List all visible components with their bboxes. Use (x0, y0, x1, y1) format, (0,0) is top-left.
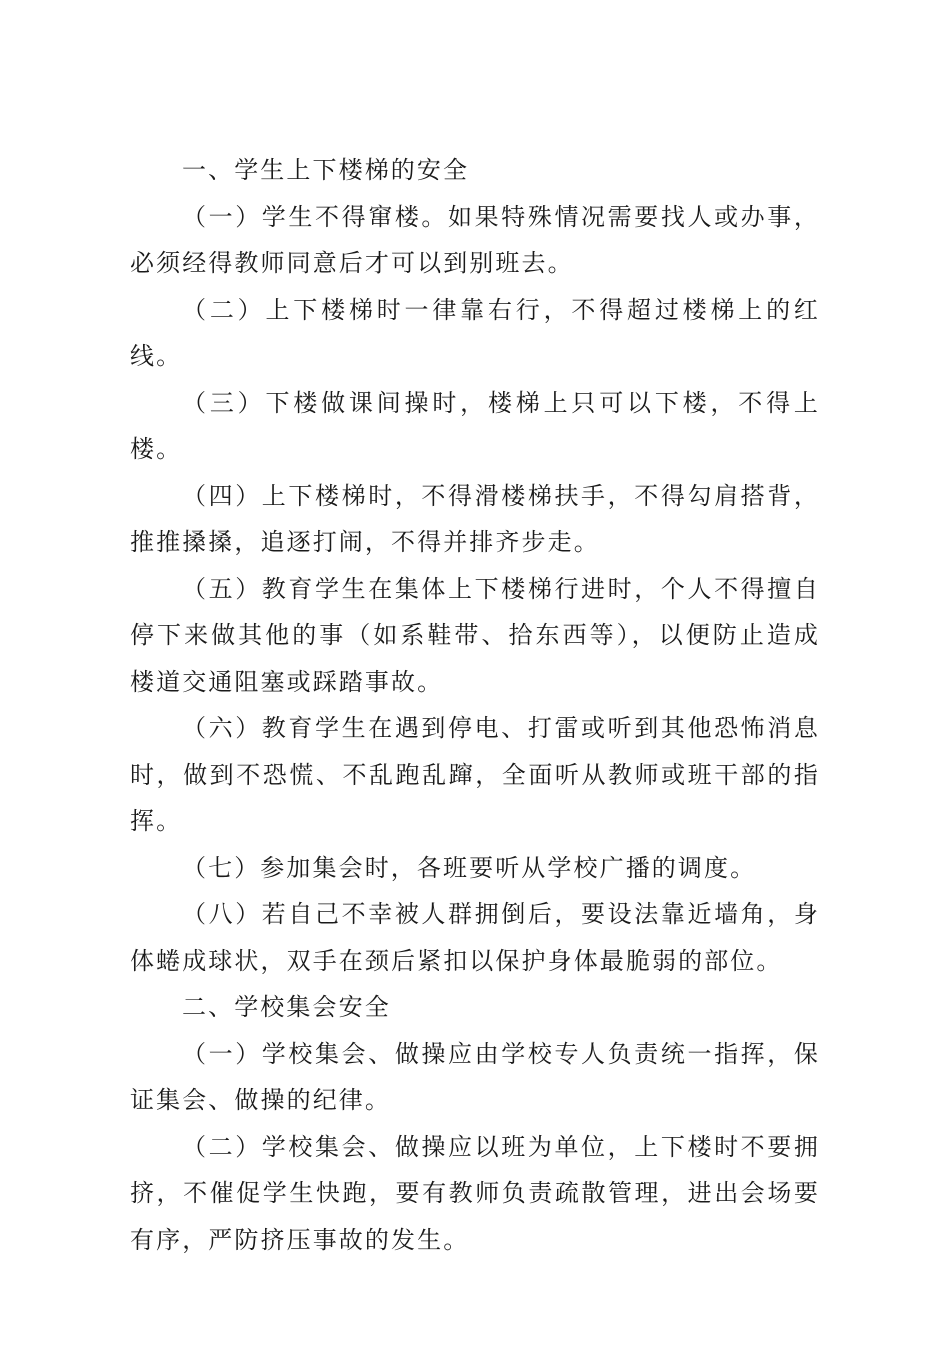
paragraph-stairs-rule-1: （一）学生不得窜楼。如果特殊情况需要找人或办事，必须经得教师同意后才可以到别班去。 (130, 202, 820, 277)
paragraph-stairs-rule-2: （二）上下楼梯时一律靠右行，不得超过楼梯上的红线。 (130, 295, 820, 370)
document-body (130, 147, 820, 1263)
paragraph-stairs-rule-7: （七）参加集会时，各班要听从学校广播的调度。 (182, 853, 757, 882)
paragraph-stairs-rule-4: （四）上下楼梯时，不得滑楼梯扶手，不得勾肩搭背，推推搡搡，追逐打闹，不得并排齐步走。 (130, 481, 820, 556)
paragraph-assembly-rule-1: （一）学校集会、做操应由学校专人负责统一指挥，保证集会、做操的纪律。 (130, 1039, 820, 1114)
section-heading-assembly-safety: 二、学校集会安全 (182, 993, 391, 1021)
paragraph-stairs-rule-3: （三）下楼做课间操时，楼梯上只可以下楼，不得上楼。 (130, 388, 820, 463)
section-heading-stairs-safety: 一、学生上下楼梯的安全 (182, 156, 470, 184)
paragraph-stairs-rule-6: （六）教育学生在遇到停电、打雷或听到其他恐怖消息时，做到不恐慌、不乱跑乱蹿，全面听从教师或班干部的指挥。 (130, 714, 820, 835)
paragraph-stairs-rule-8: （八）若自己不幸被人群拥倒后，要设法靠近墙角，身体蜷成球状，双手在颈后紧扣以保护身体最脆弱的部位。 (130, 900, 820, 975)
paragraph-stairs-rule-5: （五）教育学生在集体上下楼梯行进时，个人不得擅自停下来做其他的事（如系鞋带、拾东西等），以便防止造成楼道交通阻塞或踩踏事故。 (130, 574, 820, 696)
paragraph-assembly-rule-2: （二）学校集会、做操应以班为单位，上下楼时不要拥挤，不催促学生快跑，要有教师负责疏散管理，进出会场要有序，严防挤压事故的发生。 (130, 1132, 820, 1254)
